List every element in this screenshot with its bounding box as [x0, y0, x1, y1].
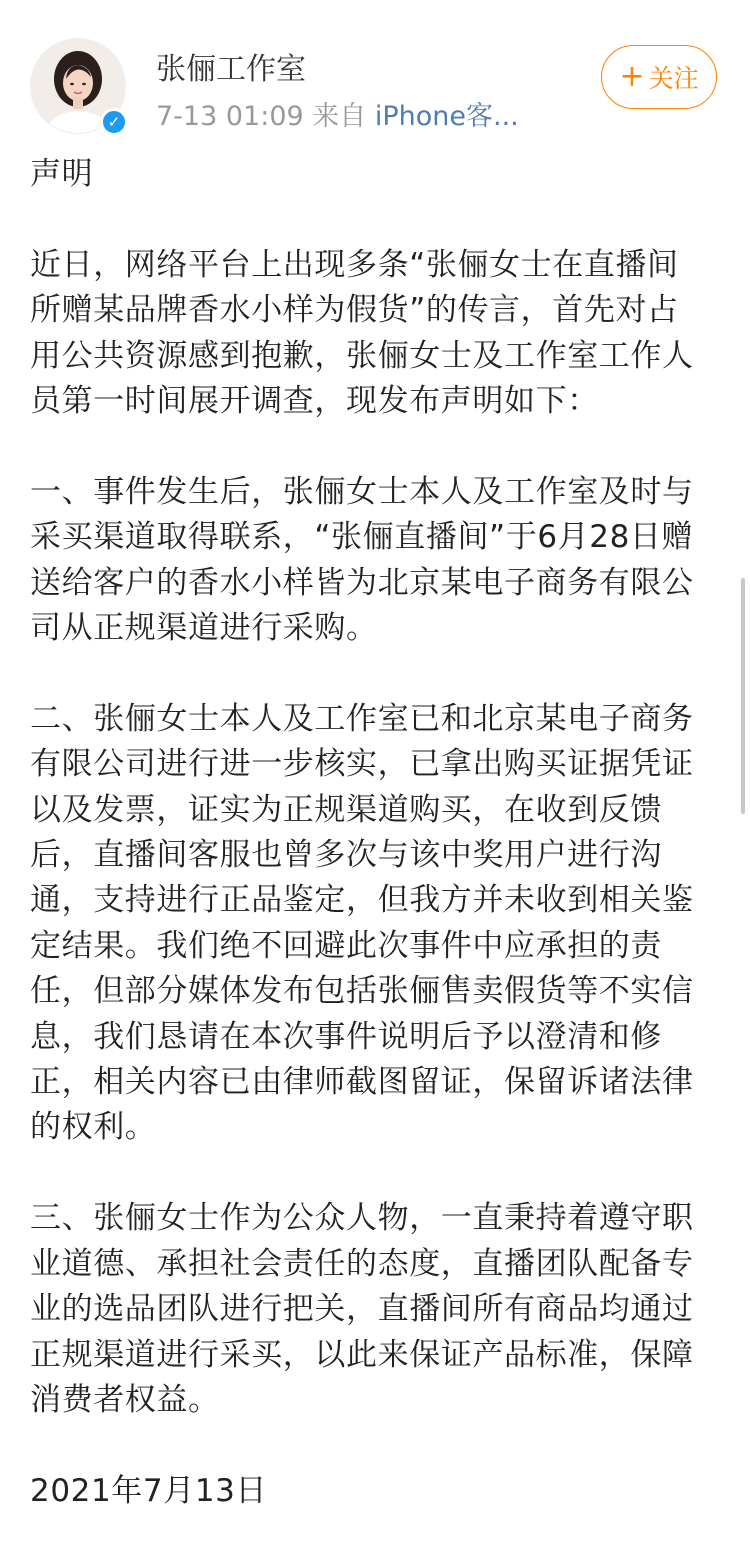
scrollbar[interactable]: [741, 578, 745, 814]
statement-point-2: 二、张俪女士本人及工作室已和北京某电子商务 有限公司进行进一步核实，已拿出购买证据凭证 以及发票，证实为正规渠道购买，在收到反馈 后，直播间客服也曾多次与该中奖用户进行沟 通，支持进行正品鉴定，但我方并未收到相关鉴 定结果。我们绝不回避此次事件中应承担的责 任，但部分媒体发布包括张俪售卖假货等不实信 息，我们恳请在本次事件说明后予以澄清和修 正，相关内容已由律师截图留证，保留诉诸法律 的权利。: [30, 700, 694, 1146]
avatar[interactable]: [30, 38, 126, 134]
source-device-link[interactable]: iPhone客...: [374, 101, 519, 132]
verified-badge-icon: ✓: [100, 108, 128, 136]
statement-intro: 近日，网络平台上出现多条“张俪女士在直播间 所赠某品牌香水小样为假货”的传言，首先对占 用公共资源感到抱歉，张俪女士及工作室工作人 员第一时间展开调查，现发布声明如下：: [30, 246, 694, 420]
plus-icon: +: [619, 59, 645, 94]
post-body: [30, 152, 720, 1514]
post-header: [0, 0, 750, 150]
follow-label: 关注: [648, 64, 699, 93]
source-prefix: 来自: [312, 101, 367, 132]
post-meta: [156, 94, 519, 133]
post-timestamp: 7-13 01:09: [156, 101, 304, 132]
follow-button[interactable]: [601, 45, 717, 109]
author-name[interactable]: 张俪工作室: [156, 52, 306, 87]
statement-point-1: 一、事件发生后，张俪女士本人及工作室及时与 采买渠道取得联系，“张俪直播间”于6月28日赠 送给客户的香水小样皆为北京某电子商务有限公 司从正规渠道进行采购。: [30, 473, 694, 647]
statement-point-3: 三、张俪女士作为公众人物，一直秉持着遵守职 业道德、承担社会责任的态度，直播团队配备专 业的选品团队进行把关，直播间所有商品均通过 正规渠道进行采买，以此来保证产品标准，保障 消费者权益。: [30, 1200, 694, 1418]
statement-date: 2021年7月13日: [30, 1472, 268, 1509]
statement-title: 声明: [30, 156, 94, 192]
